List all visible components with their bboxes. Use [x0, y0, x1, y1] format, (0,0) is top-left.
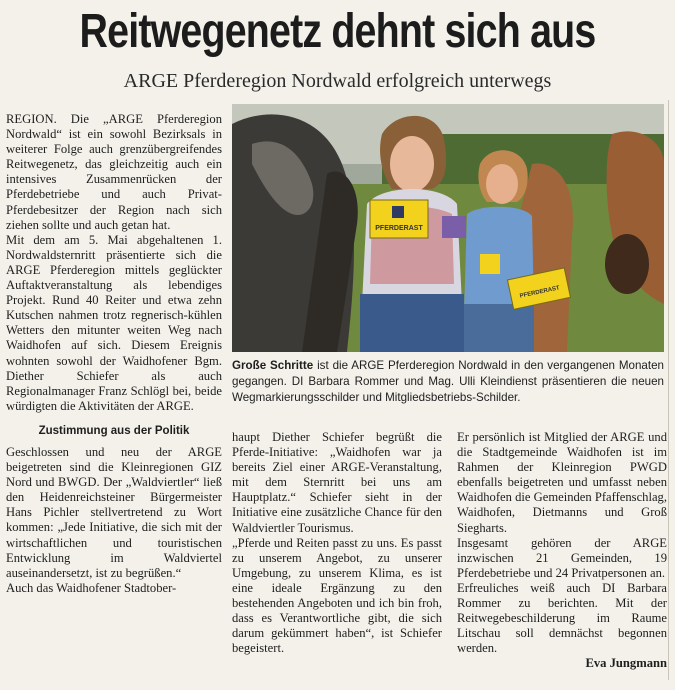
article-column-2 [232, 430, 442, 656]
sign-label: PFERDERAST [375, 225, 423, 232]
paragraph: haupt Diether Schiefer begrüßt die Pferde-Initiative: „Waidhofen war ja bereits Ziel einer ARGE-Veranstaltung, mit dem Sternritt bei uns am Hauptplatz.“ Schiefer sieht in der Initiative eine zusätzliche Chance für den Waldviertler Tourismus. [232, 430, 442, 535]
paragraph: Auch das Waidhofener Stadtober- [6, 580, 177, 595]
paragraph: Er persönlich ist Mitglied der ARGE und die Stadtgemeinde Waidhofen ist im Rahmen der Kleinregion PWGD ebenfalls beigetreten und umfasst neben Waidhofen die Gemeinden Pfaffenschlag, Waidhofen, Dietmanns und Groß Siegharts. [457, 430, 667, 535]
photo-caption [232, 358, 664, 406]
caption-text: ist die ARGE Pferderegion Nordwald in den vergangenen Monaten gegangen. DI Barbara Rommer und Mag. Ulli Kleindienst präsentieren die neuen Wegmarkierungsschilder und Mitgliedsbetriebs-Schilder. [232, 359, 664, 404]
paragraph: Mit dem am 5. Mai abgehaltenen 1. Nordwaldsternritt präsentierte sich die ARGE Pferderegion mittels geglückter Auftaktveranstaltung als lebendiges Projekt. Rund 40 Reiter und etwa zehn Kutschen nahmen trotz regnerisch-kühlen Wetters den mitunter weiten Weg nach Waidhofen auf sich. Diesem Ereignis wohnten sowohl der Waidhofener Bgm. Diether Schiefer als auch Regionalmanager Franz Schlögl bei, beide würdigten die Aktivitäten der ARGE. [6, 232, 222, 413]
article-column-3 [457, 430, 667, 672]
paragraph: Insgesamt gehören der ARGE inzwischen 21 Gemeinden, 19 Pferdebetriebe und 24 Privatpersonen an. [457, 535, 667, 580]
subheadline: ARGE Pferderegion Nordwald erfolgreich unterwegs [123, 70, 552, 92]
photo-illustration [232, 104, 664, 352]
paragraph: Erfreuliches weiß auch DI Barbara Rommer zu berichten. Mit der Reitwegebeschilderung im Raume Litschau soll demnächst begonnen werden. [457, 580, 667, 656]
article-column-1 [6, 112, 222, 596]
paragraph: REGION. Die „ARGE Pferderegion Nordwald“ ist ein sowohl Bezirksals in weiterer Folge auch grenzübergreifendes Reitwegenetz, das gleichzeitig auch ein intensives Zusammenrücken der Pferdebetriebe und auch Privat-Pferdebesitzer der Region nach sich ziehen sollte und auch getan hat. [6, 112, 222, 232]
headline: Reitwegenetz dehnt sich aus [79, 5, 596, 58]
pferderast-sign-left [370, 200, 428, 238]
caption-lead: Große Schritte [232, 359, 314, 372]
sign-label: PFERDERAST [519, 285, 561, 300]
paragraph: Geschlossen und neu der ARGE beigetreten sind die Kleinregionen GIZ Nord und BWGD. Der „Waldviertler“ ließ den Heidenreichsteiner Bürgermeister Hans Pichler stellvertretend zu Wort kommen: „Jede Initiative, die sich mit der wirtschaftlichen und touristischen Entwicklung im Waldviertel auseinandersetzt, ist zu begrüßen.“ [6, 444, 222, 580]
column-divider [668, 100, 669, 680]
section-subheading: Zustimmung aus der Politik [38, 424, 190, 437]
paragraph: „Pferde und Reiten passt zu uns. Es passt zu unserem Angebot, zu unserer Umgebung, zu unserem Klima, es ist eine ideale Ergänzung zu den bestehenden Angeboten und ich bin froh, dass es Verantwortliche gibt, die sich darum gekümmert haben“, ist Schiefer begeistert. [232, 535, 442, 656]
author-byline: Eva Jungmann [585, 656, 667, 671]
article-photo [232, 104, 664, 352]
